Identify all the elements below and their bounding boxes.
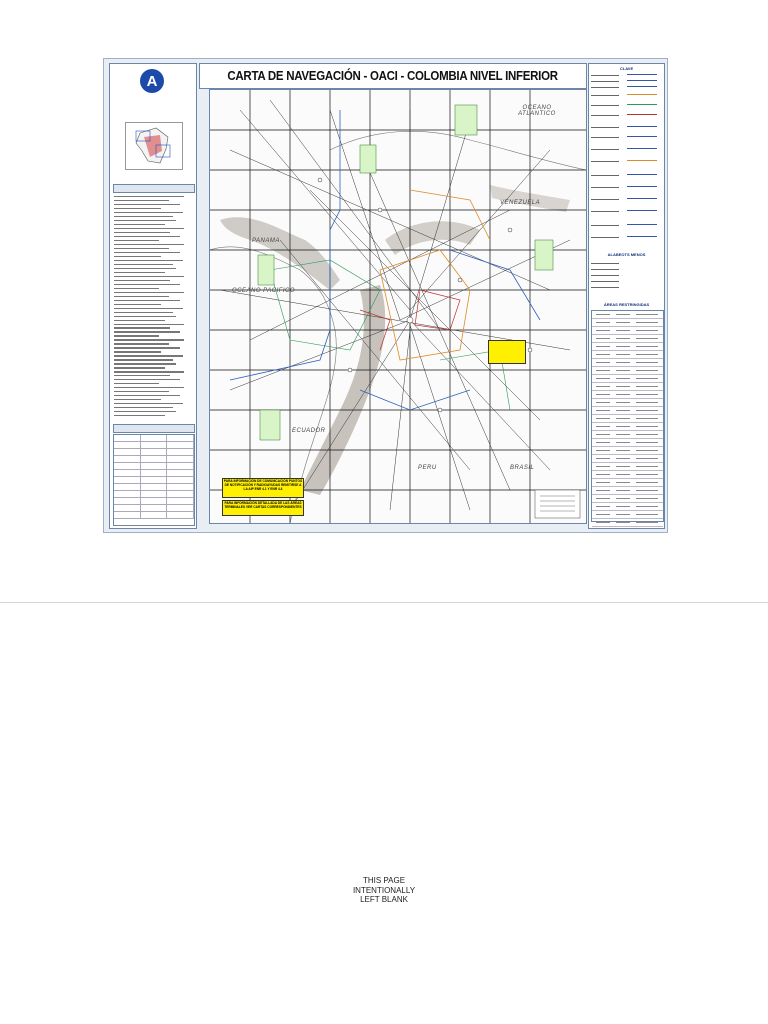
navigation-chart-sheet [103,58,668,533]
communications-heading [113,184,195,193]
page-divider [0,602,768,603]
legend-panel [588,63,665,529]
map-graphic [210,90,586,523]
left-info-panel [109,63,197,529]
pacific-label: OCEANO PACIFICO [232,288,296,294]
restricted-areas-heading: ÁREAS RESTRINGIDAS [603,302,650,307]
panama-label: PANAMA [252,238,280,244]
airspace-classification-table [113,434,195,526]
warning-note [488,340,526,364]
blank-page-line2: INTENTIONALLY [352,885,416,895]
navigation-map [209,89,587,524]
legend-heading: CLAVE [619,66,634,71]
locator-mini-map [125,122,183,170]
terminal-areas-note: PARA INFORMACIÓN DETALLADA DE LAS ÁREAS TERMINALES VER CARTAS CORRESPONDIENTES [222,500,304,516]
airspace-classification-heading [113,424,195,433]
ocean-label: OCEANO ATLANTICO [518,105,556,117]
restricted-areas-table [591,310,664,522]
chart-title: CARTA DE NAVEGACIÓN - OACI - COLOMBIA NIVEL INFERIOR [227,69,559,83]
communications-list [114,196,192,419]
blank-page-line3: LEFT BLANK [360,895,408,904]
chart-title-box [199,63,587,89]
ecuador-label: ECUADOR [292,428,326,434]
locator-map-graphic [126,123,182,169]
venezuela-label: VENEZUELA [500,200,541,206]
blank-page-line1: THIS PAGE [362,876,406,885]
aerocivil-logo: A [140,69,164,93]
brasil-label: BRASIL [510,465,535,471]
blank-page-notice [334,876,434,905]
communications-note: PARA INFORMACIÓN DE COMUNICACIÓN PUNTOS DE NOTIFICACIÓN Y RADIOAYUDAS REMITIRSE A LA AIP ENR 4.1 Y ENR 4.4 [222,478,304,498]
variation-heading: ALABEOTS MENOS [607,252,646,257]
peru-label: PERU [418,465,437,471]
